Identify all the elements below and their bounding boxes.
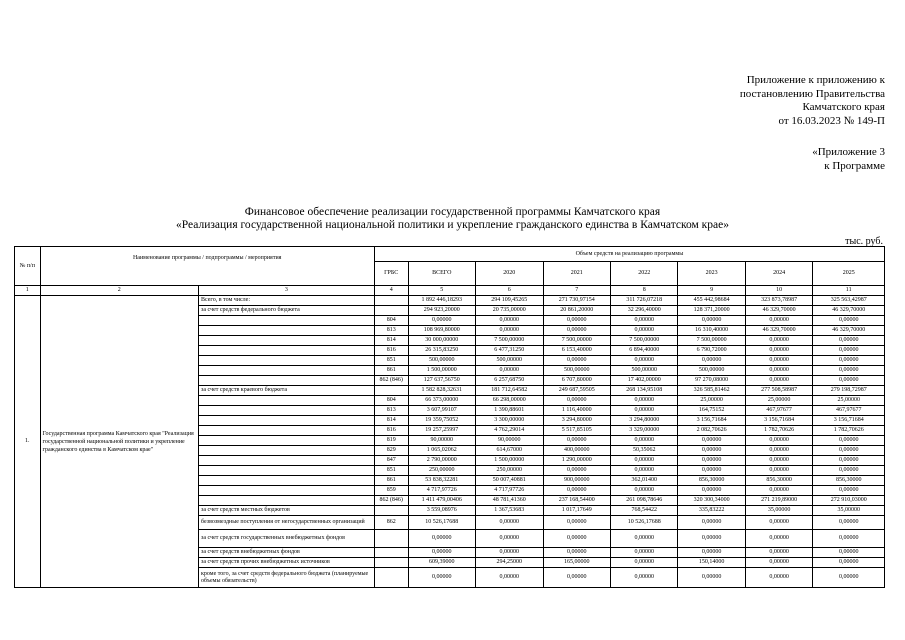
col-number: 3 [199,286,375,296]
year-value: 0,00000 [745,446,812,456]
year-value: 0,00000 [813,346,885,356]
col-num-header: № п/п [15,247,41,286]
col-number: 10 [745,286,812,296]
year-value: 250,00000 [476,466,543,476]
table-row [15,296,885,306]
year-value: 3 294,80000 [610,416,677,426]
year-value: 900,00000 [543,476,610,486]
year-value: 164,75152 [678,406,745,416]
year-value: 0,00000 [813,486,885,496]
year-value: 17 402,00000 [610,376,677,386]
year-value: 0,00000 [543,396,610,406]
year-value: 400,00000 [543,446,610,456]
approval-line: Приложение к приложению к [746,74,885,86]
year-value: 6 477,31250 [476,346,543,356]
total-value: 1 582 828,32631 [408,386,475,396]
year-value: 46 329,70000 [813,306,885,316]
col-number: 5 [408,286,475,296]
year-value: 0,00000 [813,336,885,346]
year-value: 467,97677 [745,406,812,416]
year-value: 46 329,70000 [813,326,885,336]
total-value: 1 065,02062 [408,446,475,456]
grbs-code: 829 [374,446,408,456]
year-value: 0,00000 [678,356,745,366]
grbs-code [374,296,408,306]
total-value: 294 923,20000 [408,306,475,316]
year-value: 294 109,45265 [476,296,543,306]
year-value: 0,00000 [610,396,677,406]
year-value: 271 219,89000 [745,496,812,506]
col-number: 9 [678,286,745,296]
row-number: 1. [15,296,41,588]
total-value: 26 315,83250 [408,346,475,356]
year-value: 467,97677 [813,406,885,416]
year-value: 1 390,88601 [476,406,543,416]
year-value: 237 168,54400 [543,496,610,506]
year-value: 0,00000 [476,548,543,558]
year-value: 0,00000 [610,466,677,476]
total-value: 2 790,00000 [408,456,475,466]
grbs-code: 813 [374,406,408,416]
year-value: 0,00000 [476,530,543,548]
year-value: 3 294,80000 [543,416,610,426]
funding-source-label [199,476,375,486]
year-value: 272 910,03000 [813,496,885,506]
col-number: 11 [813,286,885,296]
year-value: 0,00000 [610,326,677,336]
year-value: 10 526,17688 [610,516,677,530]
year-value: 1 500,00000 [476,456,543,466]
year-value: 249 687,59505 [543,386,610,396]
year-value: 0,00000 [813,568,885,588]
year-value: 4 762,29014 [476,426,543,436]
appendix-line: «Приложение 3 [812,146,885,158]
funding-source-label [199,496,375,506]
year-value: 0,00000 [745,530,812,548]
year-value: 0,00000 [745,376,812,386]
year-value: 279 198,72987 [813,386,885,396]
total-value: 53 838,32281 [408,476,475,486]
year-value: 3 156,71684 [745,416,812,426]
funding-source-label: за счет средств прочих внебюджетных источников [199,558,375,568]
header-row [15,247,885,262]
year-value: 3 156,71684 [813,416,885,426]
year-value: 0,00000 [813,548,885,558]
funding-source-label [199,426,375,436]
year-value: 3 329,00000 [610,426,677,436]
year-value: 25,00000 [813,396,885,406]
grbs-code: 862 (846) [374,496,408,506]
year-value: 0,00000 [745,336,812,346]
year-value: 0,00000 [610,456,677,466]
year-value: 0,00000 [745,568,812,588]
col-year-header: 2021 [543,262,610,286]
year-value: 0,00000 [745,366,812,376]
year-value: 362,01400 [610,476,677,486]
total-value: 1 411 479,00406 [408,496,475,506]
total-value: 4 717,97726 [408,486,475,496]
year-value: 46 329,70000 [745,326,812,336]
grbs-code [374,306,408,316]
year-value: 0,00000 [610,548,677,558]
year-value: 3 156,71684 [678,416,745,426]
year-value: 0,00000 [678,446,745,456]
year-value: 6 153,40000 [543,346,610,356]
total-value: 1 500,00000 [408,366,475,376]
funding-source-label: за счет средств внебюджетных фондов [199,548,375,558]
year-value: 261 098,78646 [610,496,677,506]
funding-source-label: безвозмездные поступления от негосударственных организаций [199,516,375,530]
grbs-code [374,386,408,396]
year-value: 0,00000 [813,436,885,446]
year-value: 0,00000 [543,356,610,366]
year-value: 294,25000 [476,558,543,568]
col-year-header: 2025 [813,262,885,286]
year-value: 2 082,70626 [678,426,745,436]
year-value: 1 782,70626 [745,426,812,436]
year-value: 500,00000 [543,366,610,376]
year-value: 614,67000 [476,446,543,456]
funding-source-label [199,376,375,386]
year-value: 4 717,97726 [476,486,543,496]
total-value: 108 969,80000 [408,326,475,336]
year-value: 20 861,20000 [543,306,610,316]
year-value: 35,00000 [745,506,812,516]
year-value: 150,14000 [678,558,745,568]
funding-source-label [199,486,375,496]
year-value: 856,30000 [813,476,885,486]
year-value: 0,00000 [610,530,677,548]
program-name: Государственная программа Камчатского края "Реализация государственной национальной политики и укрепление гражданского единства в Камчатском крае" [40,296,198,588]
funding-source-label [199,406,375,416]
total-value: 0,00000 [408,530,475,548]
year-value: 1 367,53683 [476,506,543,516]
col-number: 6 [476,286,543,296]
year-value: 326 585,81462 [678,386,745,396]
year-value: 0,00000 [476,516,543,530]
year-value: 0,00000 [745,466,812,476]
approval-line: Камчатского края [802,101,885,113]
year-value: 6 894,40000 [610,346,677,356]
grbs-code: 814 [374,416,408,426]
title-line-1: Финансовое обеспечение реализации государственной программы Камчатского края [244,206,661,218]
year-value: 0,00000 [813,456,885,466]
year-value: 0,00000 [813,446,885,456]
year-value: 323 873,78987 [745,296,812,306]
year-value: 320 300,34000 [678,496,745,506]
year-value: 7 500,00000 [610,336,677,346]
funding-source-label [199,356,375,366]
year-value: 0,00000 [543,316,610,326]
year-value: 0,00000 [610,486,677,496]
year-value: 90,00000 [476,436,543,446]
funding-source-label [199,326,375,336]
total-value: 3 559,08976 [408,506,475,516]
col-grbs-header: ГРБС [374,262,408,286]
year-value: 0,00000 [678,456,745,466]
year-value: 0,00000 [543,516,610,530]
total-value: 1 892 446,18293 [408,296,475,306]
year-value: 0,00000 [678,316,745,326]
year-value: 46 329,70000 [745,306,812,316]
year-value: 25,00000 [745,396,812,406]
year-value: 277 508,58987 [745,386,812,396]
col-year-header: 2024 [745,262,812,286]
year-value: 165,00000 [543,558,610,568]
year-value: 0,00000 [543,548,610,558]
total-value: 250,00000 [408,466,475,476]
year-value: 6 790,72000 [678,346,745,356]
funding-source-label [199,366,375,376]
year-value: 35,00000 [813,506,885,516]
year-value: 0,00000 [610,356,677,366]
funding-source-label [199,446,375,456]
total-value: 0,00000 [408,316,475,326]
year-value: 0,00000 [745,486,812,496]
year-value: 311 726,07218 [610,296,677,306]
year-value: 325 563,42987 [813,296,885,306]
grbs-code: 861 [374,476,408,486]
grbs-code: 851 [374,466,408,476]
document-title [0,206,905,232]
funding-source-label: за счет средств местных бюджетов [199,506,375,516]
year-value: 0,00000 [745,356,812,366]
year-value: 0,00000 [678,568,745,588]
grbs-code [374,568,408,588]
funding-source-label [199,456,375,466]
grbs-code [374,558,408,568]
funding-source-label: кроме того, за счет средств федерального бюджета (планируемые объемы обязательств) [199,568,375,588]
year-value: 32 296,40000 [610,306,677,316]
year-value: 0,00000 [745,436,812,446]
grbs-code: 804 [374,396,408,406]
year-value: 0,00000 [813,558,885,568]
total-value: 19 257,25997 [408,426,475,436]
year-value: 0,00000 [610,316,677,326]
total-value: 90,00000 [408,436,475,446]
year-value: 25,00000 [678,396,745,406]
year-value: 0,00000 [678,530,745,548]
year-value: 0,00000 [543,486,610,496]
year-value: 0,00000 [745,456,812,466]
year-value: 0,00000 [813,366,885,376]
funding-source-label [199,436,375,446]
year-value: 0,00000 [678,436,745,446]
total-value: 0,00000 [408,548,475,558]
appendix-line: к Программе [824,159,885,172]
year-value: 0,00000 [610,568,677,588]
year-value: 0,00000 [678,466,745,476]
funding-source-label [199,416,375,426]
year-value: 0,00000 [610,558,677,568]
year-value: 0,00000 [813,466,885,476]
year-value: 5 517,85105 [543,426,610,436]
grbs-code: 814 [374,336,408,346]
year-value: 181 712,64582 [476,386,543,396]
funding-source-label: за счет средств федерального бюджета [199,306,375,316]
col-total-header: ВСЕГО [408,262,475,286]
year-value: 50 007,40881 [476,476,543,486]
year-value: 0,00000 [543,466,610,476]
year-value: 50,35062 [610,446,677,456]
approval-line: от 16.03.2023 № 149-П [778,114,885,127]
funding-source-label [199,336,375,346]
grbs-code: 862 [374,516,408,530]
year-value: 16 310,40000 [678,326,745,336]
funding-source-label [199,396,375,406]
units-label: тыс. руб. [845,236,883,247]
col-year-header: 2023 [678,262,745,286]
funding-source-label: Всего, в том числе: [199,296,375,306]
grbs-code: 816 [374,346,408,356]
grbs-code: 862 (846) [374,376,408,386]
year-value: 1 116,40000 [543,406,610,416]
total-value: 0,00000 [408,568,475,588]
grbs-code: 813 [374,326,408,336]
year-value: 455 442,98684 [678,296,745,306]
year-value: 0,00000 [745,548,812,558]
year-value: 0,00000 [543,568,610,588]
year-value: 856,30000 [745,476,812,486]
year-value: 0,00000 [543,326,610,336]
year-value: 128 371,20000 [678,306,745,316]
year-value: 97 270,08000 [678,376,745,386]
year-value: 0,00000 [813,316,885,326]
col-number: 7 [543,286,610,296]
total-value: 609,39000 [408,558,475,568]
year-value: 856,30000 [678,476,745,486]
total-value: 3 607,99107 [408,406,475,416]
col-name-header: Наименование программы / подпрограммы / мероприятия [40,247,374,286]
year-value: 500,00000 [610,366,677,376]
year-value: 0,00000 [476,316,543,326]
year-value: 0,00000 [678,516,745,530]
year-value: 20 735,00000 [476,306,543,316]
grbs-code [374,506,408,516]
total-value: 19 359,75052 [408,416,475,426]
year-value: 268 134,95108 [610,386,677,396]
grbs-code [374,530,408,548]
year-value: 1 017,17649 [543,506,610,516]
year-value: 0,00000 [813,530,885,548]
grbs-code: 816 [374,426,408,436]
year-value: 0,00000 [813,516,885,530]
funding-source-label [199,466,375,476]
year-value: 0,00000 [610,436,677,446]
grbs-code: 819 [374,436,408,446]
year-value: 335,83222 [678,506,745,516]
year-value: 500,00000 [476,356,543,366]
grbs-code: 847 [374,456,408,466]
total-value: 500,00000 [408,356,475,366]
year-value: 271 730,97154 [543,296,610,306]
grbs-code: 804 [374,316,408,326]
column-number-row [15,286,885,296]
grbs-code: 861 [374,366,408,376]
col-number: 8 [610,286,677,296]
year-value: 0,00000 [745,316,812,326]
financing-table [14,246,885,588]
year-value: 0,00000 [813,356,885,366]
year-value: 0,00000 [745,516,812,530]
year-value: 48 781,41360 [476,496,543,506]
year-value: 0,00000 [476,326,543,336]
year-value: 0,00000 [745,346,812,356]
year-value: 0,00000 [678,548,745,558]
year-value: 6 707,80000 [543,376,610,386]
col-year-header: 2022 [610,262,677,286]
total-value: 10 526,17688 [408,516,475,530]
col-year-header: 2020 [476,262,543,286]
year-value: 0,00000 [476,568,543,588]
year-value: 3 300,00000 [476,416,543,426]
year-value: 0,00000 [476,366,543,376]
year-value: 0,00000 [678,486,745,496]
year-value: 500,00000 [678,366,745,376]
col-number: 2 [40,286,198,296]
grbs-code: 859 [374,486,408,496]
year-value: 7 500,00000 [678,336,745,346]
year-value: 66 298,00000 [476,396,543,406]
year-value: 6 257,68750 [476,376,543,386]
year-value: 7 500,00000 [543,336,610,346]
year-value: 0,00000 [813,376,885,386]
year-value: 0,00000 [543,436,610,446]
total-value: 30 000,00000 [408,336,475,346]
approval-header [740,74,885,173]
grbs-code [374,548,408,558]
funding-source-label [199,346,375,356]
col-number: 1 [15,286,41,296]
year-value: 768,54422 [610,506,677,516]
year-value: 0,00000 [610,406,677,416]
col-number: 4 [374,286,408,296]
funding-source-label: за счет средств краевого бюджета [199,386,375,396]
total-value: 66 373,00000 [408,396,475,406]
year-value: 1 782,70626 [813,426,885,436]
grbs-code: 851 [374,356,408,366]
col-volume-header: Объем средств на реализацию программы [374,247,884,262]
year-value: 1 290,00000 [543,456,610,466]
total-value: 127 637,56750 [408,376,475,386]
year-value: 0,00000 [745,558,812,568]
year-value: 0,00000 [543,530,610,548]
funding-source-label [199,316,375,326]
year-value: 7 500,00000 [476,336,543,346]
funding-source-label: за счет средств государственных внебюджетных фондов [199,530,375,548]
title-line-2: «Реализация государственной национальной политики и укрепление гражданского единства в Камчатском крае» [176,219,729,231]
approval-line: постановлению Правительства [739,87,885,100]
